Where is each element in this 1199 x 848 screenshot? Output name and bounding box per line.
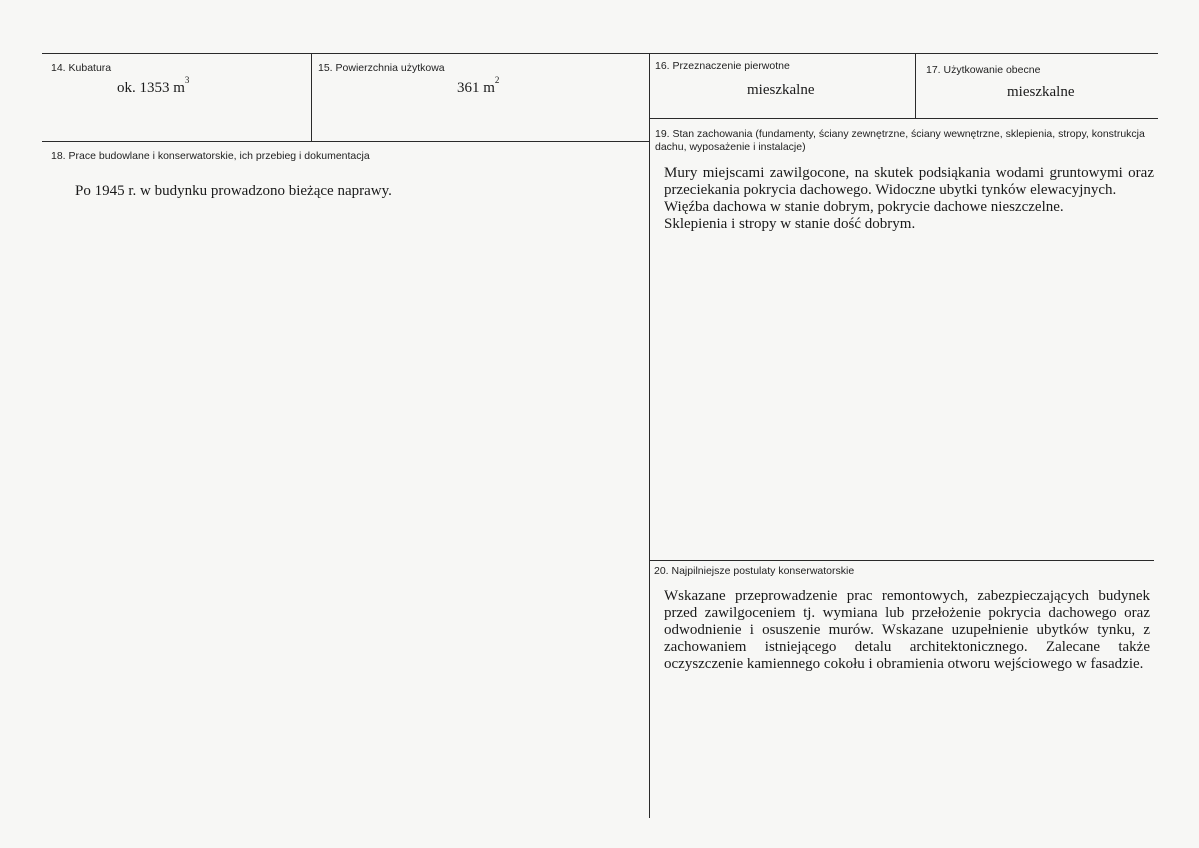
rule-under-16-17 [649,118,1158,119]
field-14-label: 14. Kubatura [51,62,112,74]
volume-value: ok. 1353 m [117,80,185,96]
field-19-text [664,165,1154,233]
main-divider [649,53,650,818]
field-15-value [457,75,500,97]
condition-paragraph: Mury miejscami zawilgocone, na skutek podsiąkania wodami gruntowymi oraz przeciekania pokrycia dachowego. Widoczne ubytki tynków elewacyjnych. [664,165,1154,198]
field-18-text: Po 1945 r. w budynku prowadzono bieżące naprawy. [75,183,392,199]
field-15-label: 15. Powierzchnia użytkowa [318,62,445,74]
field-20-label: 20. Najpilniejsze postulaty konserwatorskie [654,565,855,577]
field-16-value: mieszkalne [747,82,815,98]
top-rule [42,53,1158,54]
volume-unit-exponent: 3 [184,75,190,85]
field-14-value [117,75,190,97]
field-18-label: 18. Prace budowlane i konserwatorskie, ich przebieg i dokumentacja [51,150,370,162]
field-17-label: 17. Użytkowanie obecne [926,64,1041,76]
field-19-label: 19. Stan zachowania (fundamenty, ściany zewnętrzne, ściany wewnętrzne, sklepienia, stropy, konstrukcja dachu, wyposażenie i instalacje) [655,128,1145,153]
field-20-text: Wskazane przeprowadzenie prac remontowych, zabezpieczających budynek przed zawilgoceniem tj. wymiana lub przełożenie pokrycia dachowego oraz odwodnienie i osuszenie murów. Wskazane uzupełnienie ubytków tynku, z zachowaniem istniejącego detalu architektonicznego. Zalecane także oczyszczenie kamiennego cokołu i obramienia otworu wejściowego w fasadzie. [664,588,1150,672]
condition-paragraph: Więźba dachowa w stanie dobrym, pokrycie dachowe nieszczelne. [664,199,1064,215]
field-17-value: mieszkalne [1007,84,1075,100]
field-16-label: 16. Przeznaczenie pierwotne [655,60,790,72]
area-unit-exponent: 2 [494,75,500,85]
condition-paragraph: Sklepienia i stropy w stanie dość dobrym. [664,216,916,232]
rule-above-20 [649,560,1154,561]
rule-left-mid [42,141,649,142]
divider-16-17 [915,53,916,118]
divider-14-15 [311,53,312,141]
area-value: 361 m [457,80,495,96]
